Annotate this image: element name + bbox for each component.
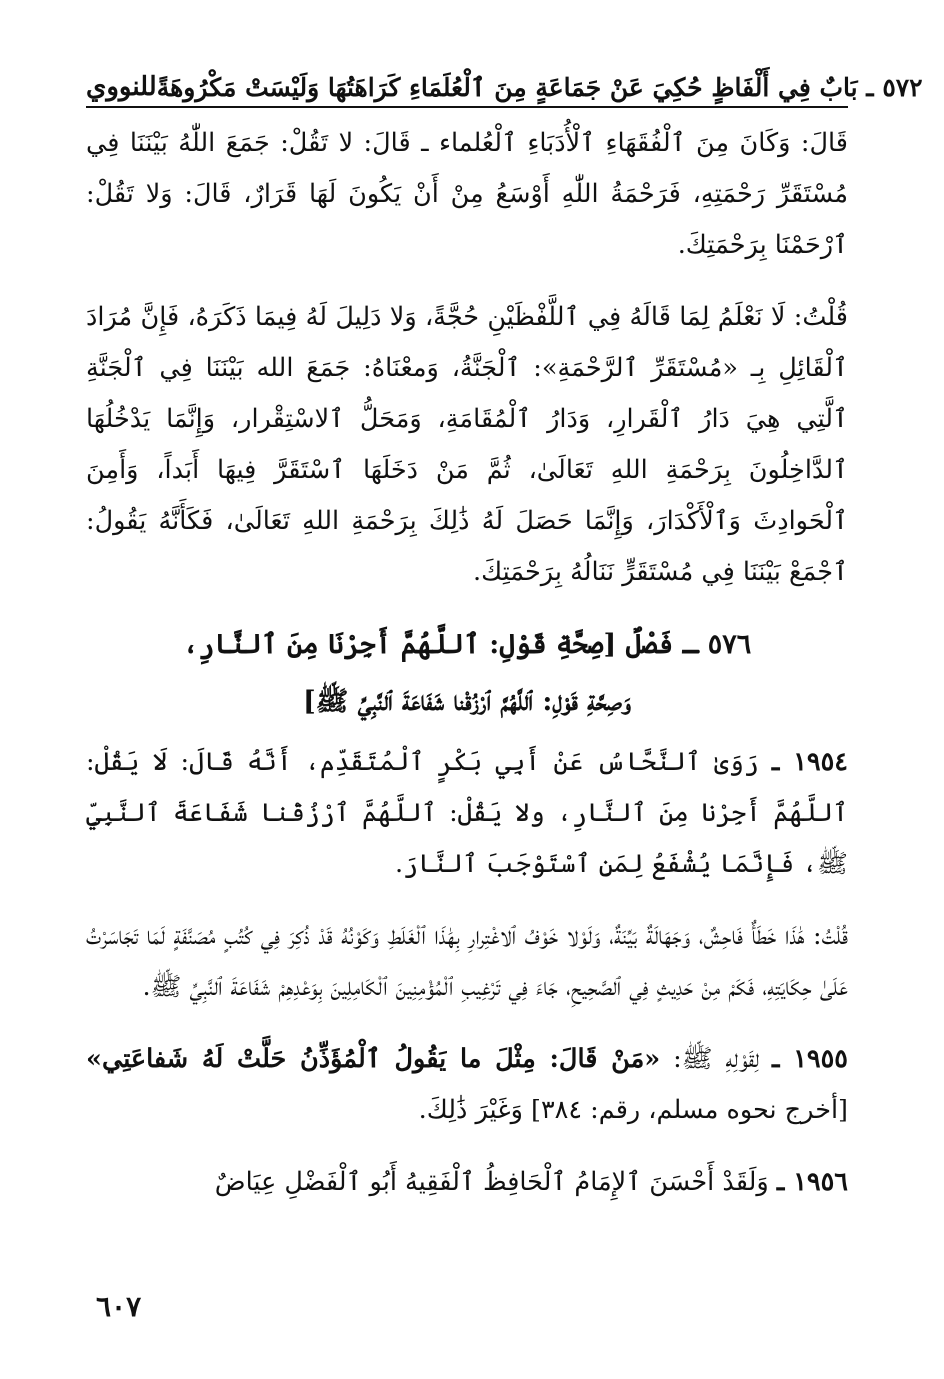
hadith-1955-quote: «مَنْ قَالَ: مِثْلَ ما يَقُولُ ٱلْمُؤَذِّنُ حَلَّتْ لَهُ شَفاعَتِي» [86,1044,661,1074]
paragraph-1: قَالَ: وَكَانَ مِنَ ٱلْفُقَهَاءِ ٱلْأُدَبَاءِ ٱلْعُلماء ـ قَالَ: لا تَقُلْ: جَمَعَ اللّٰهُ بَيْنَنَا فِي مُسْتَقَرِّ رَحْمَتِهِ، فَرَحْمَةُ اللّٰهِ أَوْسَعُ مِنْ أَنْ يَكُونَ لَهَا قَرَارٌ، قَالَ: وَلا تَقُلْ: ٱرْحَمْنَا بِرَحْمَتِكَ. [86,128,848,260]
hadith-1955-reference: [أخرج نحوه مسلم، رقم: ٣٨٤] وَغَيْرَ ذَٰلِكَ. [418,1095,848,1125]
hadith-number-1956: ١٩٥٦ ـ [776,1167,848,1197]
page-body [86,118,848,1208]
section-heading-line-1: ٥٧٦ ـ فَصْلٌ [صِحَّةِ قَوْلِ: ٱللَّهُمَّ أَجِرْنَا مِنَ ٱلنَّارِ، [182,629,752,660]
paragraph-2: قُلْتُ: لَا نَعْلَمُ لِمَا قَالَهُ فِي ٱللَّفْظَيْنِ حُجَّةً، وَلا دَلِيلَ لَهُ فِيمَا ذَكَرَهُ، فَإِنَّ مُرَادَ ٱلْقَائِلِ بِـ «مُسْتَقَرِّ ٱلرَّحْمَةِ»: ٱلْجَنَّةُ، وَمعْنَاهُ: جَمَعَ الله بَيْنَنَا فِي ٱلْجَنَّةِ ٱلَّتِي هِيَ دَارُ ٱلْقَرارِ، وَدَارُ ٱلْمُقَامَةِ، وَمَحَلُّ ٱلاسْتِقْرار، وَإِنَّمَا يَدْخُلُهَا ٱلدَّاخِلُونَ بِرَحْمَةِ اللهِ تَعَالَىٰ، ثُمَّ مَنْ دَخَلَهَا ٱسْتَقَرَّ فِيهَا أَبَداً، وَأَمِنَ ٱلْحَوادِثَ وَٱلْأَكْدَارَ، وَإِنَّمَا حَصَلَ لَهُ ذَٰلِكَ بِرَحْمَةِ اللهِ تَعَالَىٰ، فَكَأَنَّهُ يَقُولُ: ٱجْمَعْ بَيْنَنَا فِي مُسْتَقَرٍّ نَنَالُهُ بِرَحْمَتِكَ. [86,302,848,587]
hadith-1956-text: وَلَقَدْ أَحْسَنَ ٱلإِمَامُ ٱلْحَافِظُ ٱلْفَقِيهُ أَبُو ٱلْفَضْلِ عِيَاضٌ [214,1167,769,1197]
hadith-1954 [86,737,848,890]
paragraph-4: قُلْتُ: هَٰذَا خَطَأٌ فَاحِشٌ، وَجَهَالَةٌ بَيِّنَةٌ، وَلَوْلا خَوْفُ ٱلاغْتِرارِ بِهَٰذَا ٱلْغَلَطِ وَكَوْنُهُ قَدْ ذُكِرَ فِي كُتُبٍ مُصَنَّفَةٍ لَمَا تَجَاسَرْتُ عَلَىٰ حِكَايَتِهِ، فَكَمْ مِنْ حَدِيثٍ فِي ٱلصَّحِيحِ، جَاءَ فِي تَرْغِيبِ ٱلْمُؤْمِنِينَ ٱلْكَامِلِينَ بِوَعْدِهِمْ شَفَاعَةَ ٱلنَّبِيِّ ﷺ. [86,921,848,1002]
header-rule [86,106,848,108]
running-title: ٥٧٢ ـ بَابٌ فِي أَلْفَاظٍ حُكِيَ عَنْ جَمَاعَةٍ مِنَ ٱلْعُلَمَاءِ كَرَاهَتُهَا وَلَيْسَتْ مَكْرُوهَةً [156,73,923,102]
running-header [86,52,923,108]
hadith-1955 [86,1034,848,1136]
hadith-number-1954: ١٩٥٤ ـ [771,747,849,777]
page-number: ٦٠٧ [96,1290,142,1323]
hadith-1955-prefix: لِقَوْلِهِ ﷺ: [673,1044,759,1074]
hadith-1954-text: رَوَىٰ ٱلنَّحَّاسُ عَنْ أَبِي بَكْرٍ ٱلْمُتَقَدِّم، أَنَّهُ قَالَ: لَا يَقُلْ: ٱللَّهُمَّ أَجِرْنا مِنَ ٱلنَّارِ، ولا يَقُلْ: ٱللَّهُمَّ ٱرْزُقْنا شَفَاعَةَ ٱلنَّبِيِّ ﷺ، فَإِنَّمَا يُشْفَعُ لِمَنِ ٱسْتَوْجَبَ ٱلنَّارَ. [86,747,848,879]
hadith-1956 [86,1157,848,1208]
running-author: للنووي [86,72,157,102]
hadith-number-1955: ١٩٥٥ ـ [771,1044,848,1074]
section-heading-line-2: وَصِحَّةِ قَوْلِ: ٱللَّهُمَّ ٱرْزُقْنا شَفَاعَةَ ٱلنَّبِيِّ ﷺ] [303,686,631,717]
